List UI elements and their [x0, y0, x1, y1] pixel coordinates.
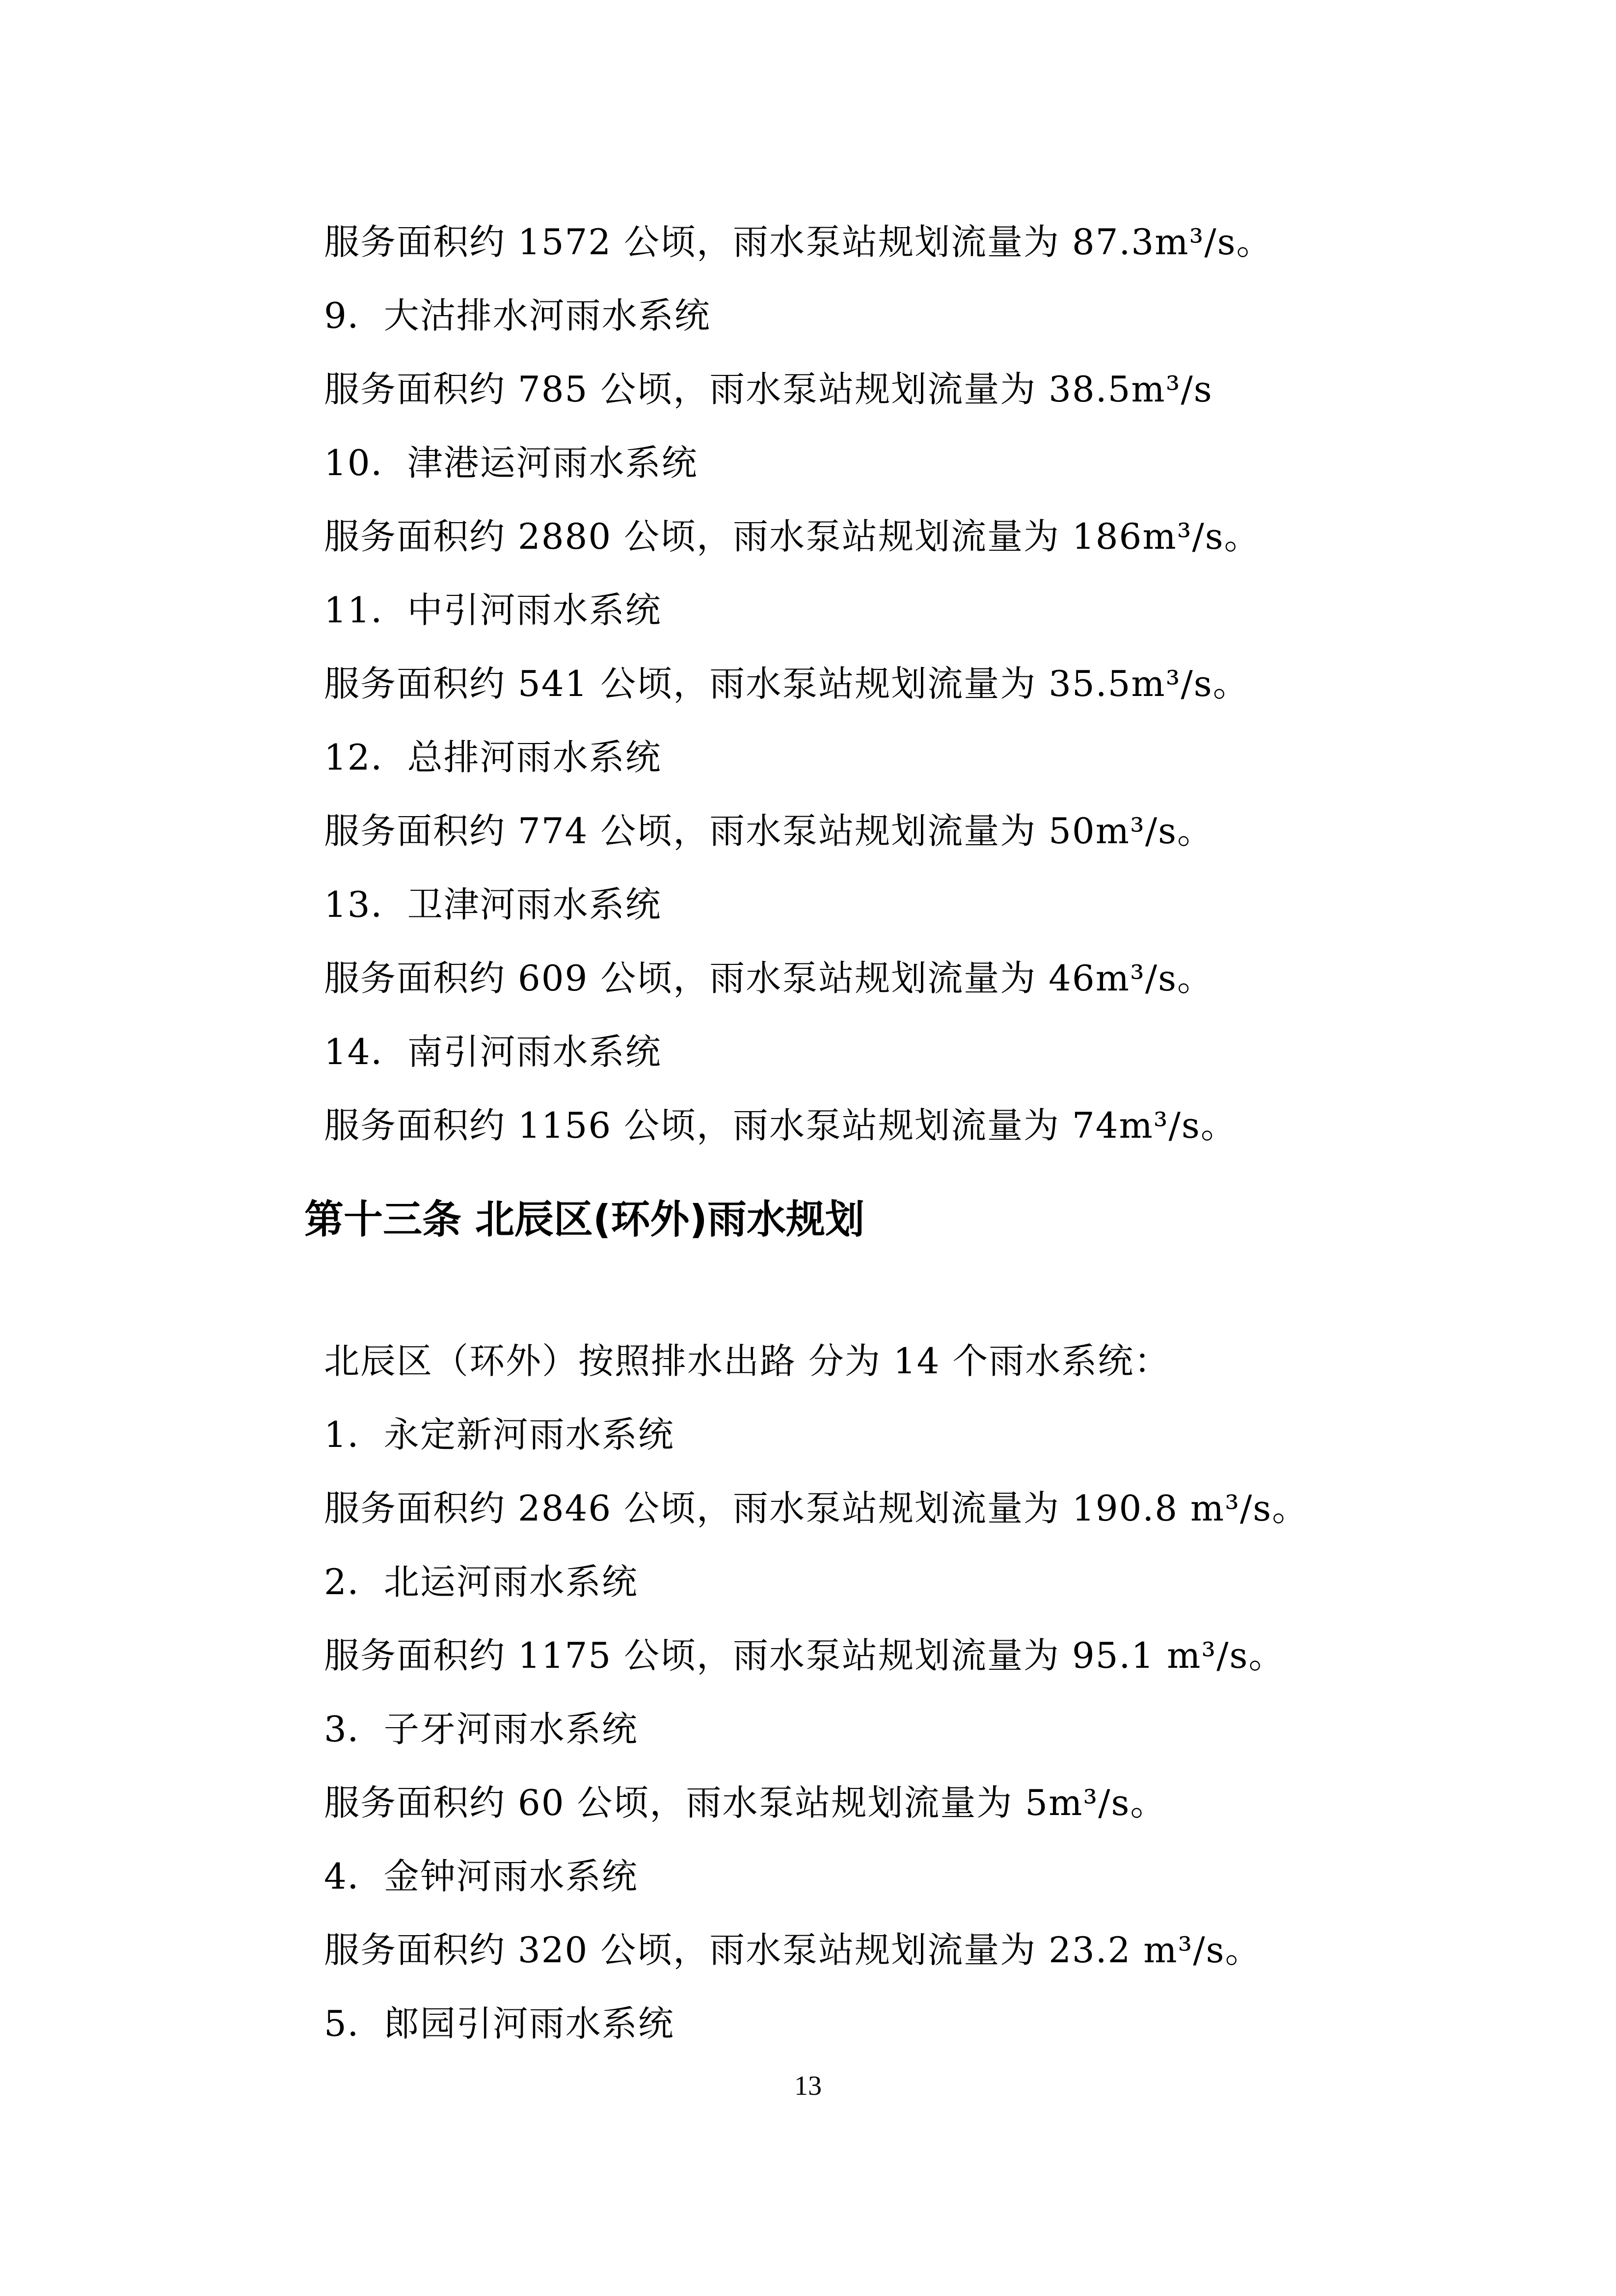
system-detail: 服务面积约 774 公顷，雨水泵站规划流量为 50m³/s。: [324, 810, 1214, 852]
system-detail: 服务面积约 1175 公顷，雨水泵站规划流量为 95.1 m³/s。: [324, 1635, 1285, 1676]
system-detail: 服务面积约 2880 公顷，雨水泵站规划流量为 186m³/s。: [324, 516, 1261, 557]
system-title: 12．总排河雨水系统: [324, 737, 662, 778]
system-title: 9．大沽排水河雨水系统: [324, 295, 711, 336]
system-detail: 服务面积约 2846 公顷，雨水泵站规划流量为 190.8 m³/s。: [324, 1488, 1309, 1529]
system-title: 13．卫津河雨水系统: [324, 884, 662, 925]
system-detail: 服务面积约 541 公顷，雨水泵站规划流量为 35.5m³/s。: [324, 663, 1249, 704]
system-detail: 服务面积约 785 公顷，雨水泵站规划流量为 38.5m³/s: [324, 369, 1213, 410]
section-heading: 第十三条 北辰区(环外)雨水规划: [304, 1197, 864, 1242]
system-title: 4．金钟河雨水系统: [324, 1856, 638, 1897]
system-detail: 服务面积约 1156 公顷，雨水泵站规划流量为 74m³/s。: [324, 1105, 1237, 1146]
system-title: 2．北运河雨水系统: [324, 1561, 638, 1602]
system-title: 1．永定新河雨水系统: [324, 1414, 674, 1455]
intro-text: 北辰区（环外）按照排水出路 分为 14 个雨水系统：: [324, 1340, 1171, 1382]
system-detail: 服务面积约 609 公顷，雨水泵站规划流量为 46m³/s。: [324, 958, 1214, 999]
system-title: 3．子牙河雨水系统: [324, 1709, 638, 1750]
system-detail: 服务面积约 320 公顷，雨水泵站规划流量为 23.2 m³/s。: [324, 1929, 1262, 1971]
continuation-text: 服务面积约 1572 公顷，雨水泵站规划流量为 87.3m³/s。: [324, 221, 1273, 263]
system-detail: 服务面积约 60 公顷，雨水泵站规划流量为 5m³/s。: [324, 1782, 1167, 1823]
system-title: 14．南引河雨水系统: [324, 1031, 662, 1072]
system-title: 5．郎园引河雨水系统: [324, 2003, 674, 2044]
system-title: 11．中引河雨水系统: [324, 589, 662, 631]
system-title: 10．津港运河雨水系统: [324, 442, 698, 483]
page-number: 13: [794, 2071, 822, 2101]
